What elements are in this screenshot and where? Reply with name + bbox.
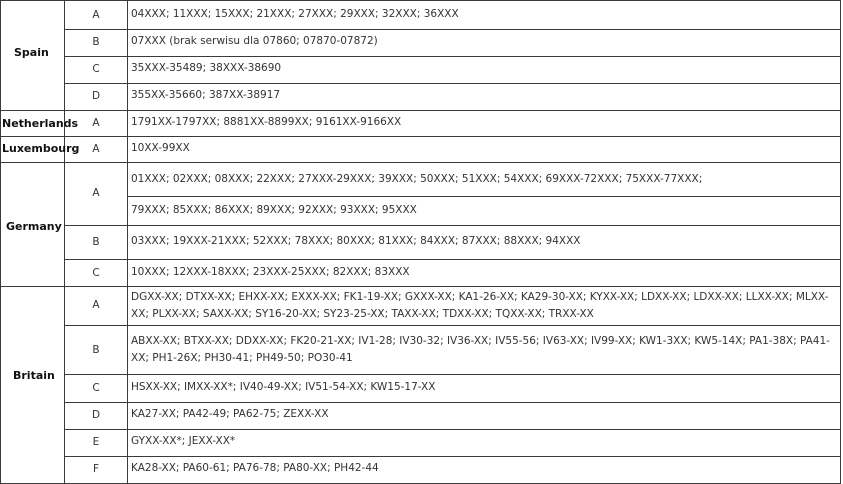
row-divider	[64, 325, 841, 326]
row-divider	[0, 286, 841, 287]
postal-codes-cell: 79XXX; 85XXX; 86XXX; 89XXX; 92XXX; 93XXX; 95XXX	[131, 204, 417, 216]
row-divider	[64, 456, 841, 457]
postal-codes-cell: 355XX-35660; 387XX-38917	[131, 89, 281, 101]
postal-codes-cell: 04XXX; 11XXX; 15XXX; 21XXX; 27XXX; 29XXX; 32XXX; 36XXX	[131, 8, 459, 20]
class-cell: C	[92, 63, 100, 75]
row-divider	[0, 136, 841, 137]
country-label-spain: Spain	[14, 46, 49, 59]
postal-codes-cell: 03XXX; 19XXX-21XXX; 52XXX; 78XXX; 80XXX; 81XXX; 84XXX; 87XXX; 88XXX; 94XXX	[131, 235, 581, 247]
class-cell: A	[92, 299, 100, 311]
row-divider	[127, 196, 841, 197]
postal-codes-cell: HSXX-XX; IMXX-XX*; IV40-49-XX; IV51-54-XX; KW15-17-XX	[131, 381, 436, 393]
row-divider	[64, 56, 841, 57]
country-label-germany: Germany	[6, 220, 62, 233]
postal-codes-cell: 01XXX; 02XXX; 08XXX; 22XXX; 27XXX-29XXX; 39XXX; 50XXX; 51XXX; 54XXX; 69XXX-72XXX; 75XXX-77XXX;	[131, 173, 703, 185]
class-cell: D	[91, 409, 101, 421]
row-divider	[64, 83, 841, 84]
postal-codes-cell: GYXX-XX*; JEXX-XX*	[131, 435, 236, 447]
country-label-netherlands: Netherlands	[2, 117, 79, 130]
postal-codes-cell: ABXX-XX; BTXX-XX; DDXX-XX; FK20-21-XX; IV1-28; IV30-32; IV36-XX; IV55-56; IV63-XX; IV99-XX; KW1-3XX; KW5-14X; PA1-38X; PA41-XX; PH1-26X; PH30-41; PH49-50; PO30-41	[131, 335, 830, 364]
table-border-left	[0, 0, 1, 484]
postal-codes-cell: 10XX-99XX	[131, 142, 190, 154]
postal-codes-cell: 10XXX; 12XXX-18XXX; 23XXX-25XXX; 82XXX; 83XXX	[131, 266, 410, 278]
row-divider	[0, 110, 841, 111]
class-cell: D	[91, 90, 101, 102]
postal-codes-cell: KA27-XX; PA42-49; PA62-75; ZEXX-XX	[131, 408, 329, 420]
postal-codes-cell: 35XXX-35489; 38XXX-38690	[131, 62, 282, 74]
column-divider-class	[127, 0, 128, 484]
postal-codes-cell: KA28-XX; PA60-61; PA76-78; PA80-XX; PH42-44	[131, 462, 379, 474]
country-label-luxembourg: Luxembourg	[2, 142, 80, 155]
country-label-britain: Britain	[13, 369, 55, 382]
row-divider	[64, 429, 841, 430]
postal-codes-cell: 07XXX (brak serwisu dla 07860; 07870-07872)	[131, 35, 378, 47]
class-cell: B	[92, 344, 100, 356]
class-cell: A	[92, 187, 100, 199]
row-divider	[64, 225, 841, 226]
class-cell: A	[92, 143, 100, 155]
row-divider	[64, 29, 841, 30]
row-divider	[64, 259, 841, 260]
row-divider	[64, 374, 841, 375]
class-cell: A	[92, 117, 100, 129]
class-cell: C	[92, 382, 100, 394]
class-cell: C	[92, 267, 100, 279]
class-cell: E	[92, 436, 100, 448]
postal-codes-cell: DGXX-XX; DTXX-XX; EHXX-XX; EXXX-XX; FK1-19-XX; GXXX-XX; KA1-26-XX; KA29-30-XX; KYXX-XX; LDXX-XX; LDXX-XX; LLXX-XX; MLXX-XX; PLXX-XX; SAXX-XX; SY16-20-XX; SY23-25-XX; TAXX-XX; TDXX-XX; TQXX-XX; TRXX-XX	[131, 291, 829, 320]
row-divider	[0, 162, 841, 163]
postal-codes-cell: 1791XX-1797XX; 8881XX-8899XX; 9161XX-9166XX	[131, 116, 402, 128]
class-cell: A	[92, 9, 100, 21]
row-divider	[64, 402, 841, 403]
class-cell: B	[92, 36, 100, 48]
row-divider	[0, 0, 841, 1]
class-cell: B	[92, 236, 100, 248]
class-cell: F	[92, 463, 100, 475]
